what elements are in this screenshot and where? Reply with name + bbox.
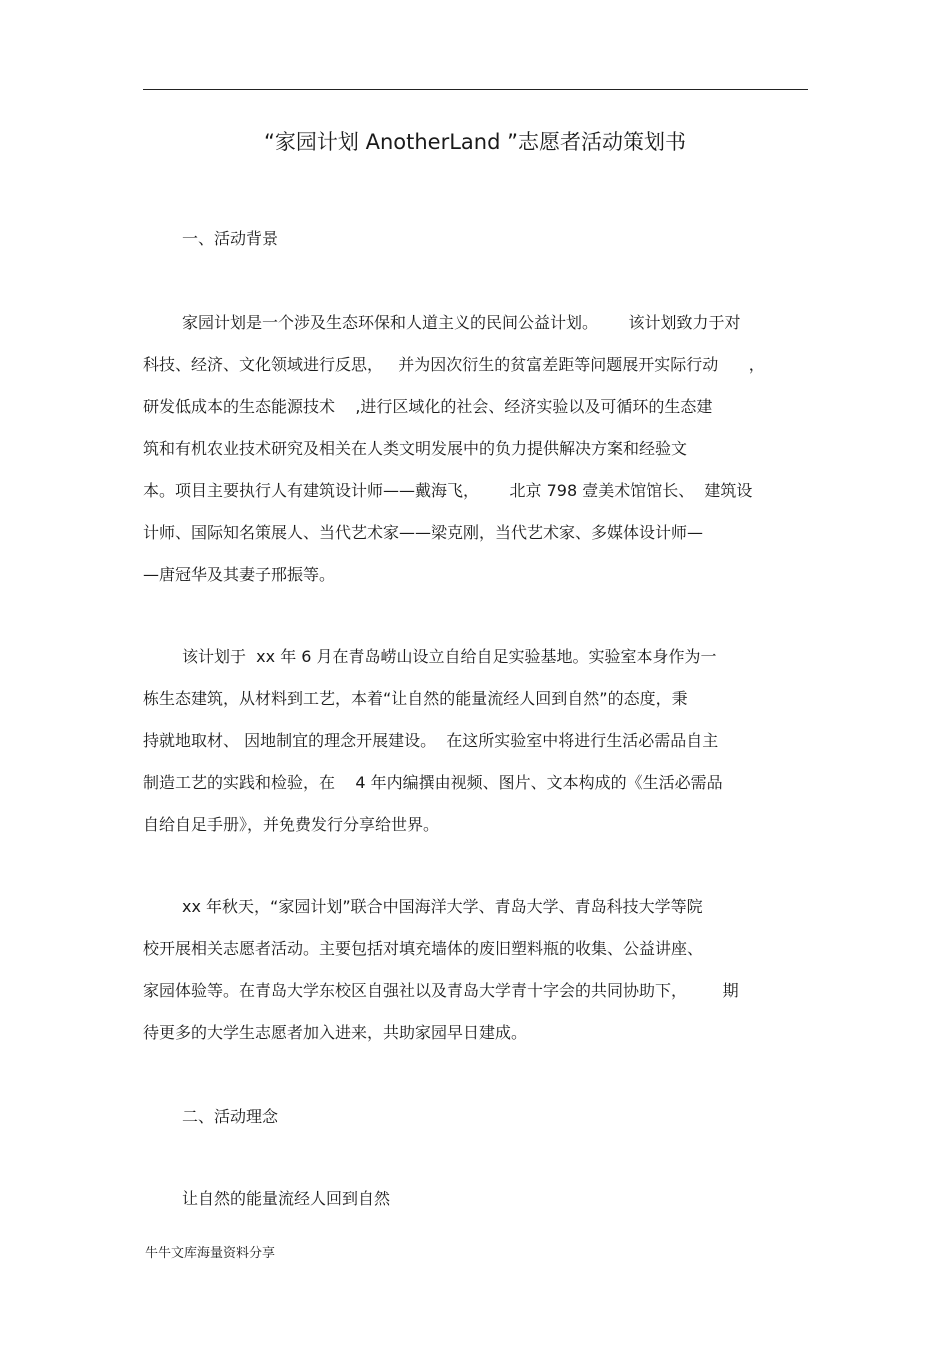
paragraph-line: 家园体验等。在青岛大学东校区自强社以及青岛大学青十字会的共同协助下， 期 — [143, 981, 739, 1000]
section-heading-background: 一、活动背景 — [182, 229, 279, 248]
paragraph-line: 制造工艺的实践和检验，在 4 年内编撰由视频、图片、文本构成的《生活必需品 — [143, 773, 723, 792]
paragraph-line: 让自然的能量流经人回到自然 — [182, 1189, 391, 1208]
header-rule — [143, 89, 808, 90]
paragraph-line: 家园计划是一个涉及生态环保和人道主义的民间公益计划。 该计划致力于对 — [182, 313, 741, 332]
paragraph-line: 自给自足手册》，并免费发行分享给世界。 — [143, 815, 440, 834]
paragraph-line: 科技、经济、文化领域进行反思， 并为因次衍生的贫富差距等问题展开实际行动 ， — [143, 355, 765, 374]
paragraph-line: 校开展相关志愿者活动。主要包括对填充墙体的废旧塑料瓶的收集、公益讲座、 — [143, 939, 704, 958]
page-footer: 牛牛文库海量资料分享 — [145, 1246, 276, 1261]
paragraph-line: 持就地取材、 因地制宜的理念开展建设。 在这所实验室中将进行生活必需品自主 — [143, 731, 719, 750]
paragraph-line: xx 年秋天，“家园计划”联合中国海洋大学、青岛大学、青岛科技大学等院 — [182, 897, 703, 916]
paragraph-line: 待更多的大学生志愿者加入进来，共助家园早日建成。 — [143, 1023, 528, 1042]
paragraph-line: 计师、国际知名策展人、当代艺术家——梁克刚，当代艺术家、多媒体设计师— — [143, 523, 704, 542]
paragraph-line: 本。项目主要执行人有建筑设计师——戴海飞， 北京 798 壹美术馆馆长、 建筑设 — [143, 481, 753, 500]
paragraph-line: 该计划于 xx 年 6 月在青岛崂山设立自给自足实验基地。实验室本身作为一 — [182, 647, 717, 666]
paragraph-line: —唐冠华及其妻子邢振等。 — [143, 565, 336, 584]
section-heading-concept: 二、活动理念 — [182, 1107, 279, 1126]
document-title: “家园计划 AnotherLand ”志愿者活动策划书 — [264, 130, 686, 154]
paragraph-line: 研发低成本的生态能源技术 ,进行区域化的社会、经济实验以及可循环的生态建 — [143, 397, 713, 416]
paragraph-line: 筑和有机农业技术研究及相关在人类文明发展中的负力提供解决方案和经验文 — [143, 439, 688, 458]
paragraph-line: 栋生态建筑，从材料到工艺，本着“让自然的能量流经人回到自然”的态度，秉 — [143, 689, 688, 708]
